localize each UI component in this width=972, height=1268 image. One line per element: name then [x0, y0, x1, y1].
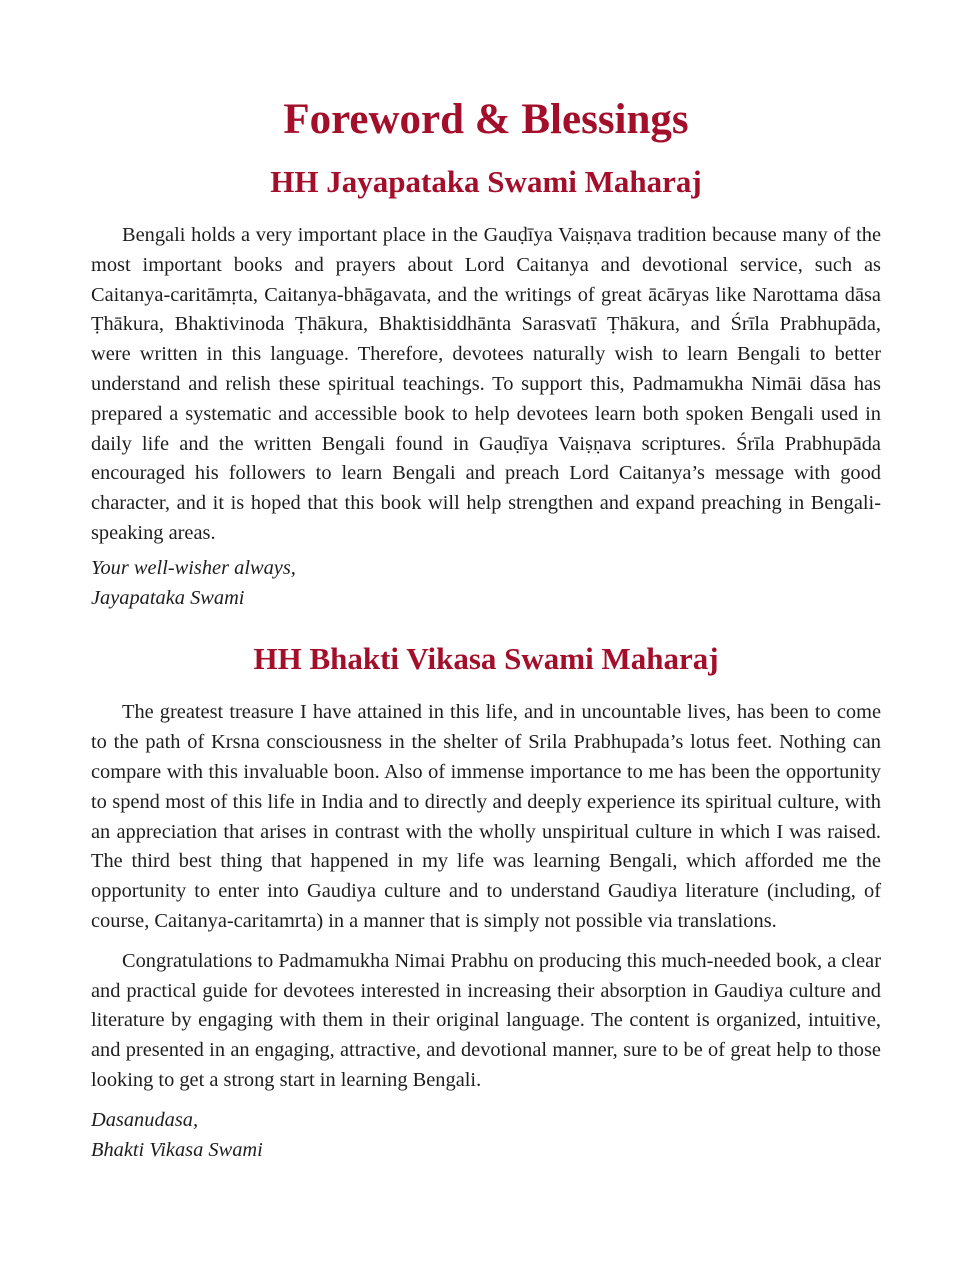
signoff-name: Jayapataka Swami — [91, 586, 245, 609]
section-heading-bhakti-vikasa: HH Bhakti Vikasa Swami Maharaj — [253, 641, 719, 677]
document-page — [91, 92, 881, 1165]
signoff-bhakti-vikasa — [91, 1106, 881, 1166]
signoff-jayapataka — [91, 554, 881, 614]
signoff-name: Bhakti Vikasa Swami — [91, 1138, 263, 1161]
page-title: Foreword & Blessings — [283, 96, 689, 143]
paragraph: Congratulations to Padmamukha Nimai Prabhu on producing this much-needed book, a clear and practical guide for devotees interested in increasing their absorption in Gaudiya culture and literature by engaging with them in their original language. The content is organized, intuitive, and presented in an engaging, attractive, and devotional manner, sure to be of great help to those looking to get a strong start in learning Bengali. — [91, 949, 881, 1091]
signoff-line: Dasanudasa, — [91, 1108, 199, 1131]
paragraph: The greatest treasure I have attained in this life, and in uncountable lives, has been to come to the path of Krsna consciousness in the shelter of Srila Prabhupada’s lotus feet. Nothing can compare with this invaluable boon. Also of immense importance to me has been the opportunity to spend most of this life in India and to directly and deeply experience its spiritual culture, with an appreciation that arises in contrast with the wholly unspiritual culture in which I was raised. The third best thing that happened in my life was learning Bengali, which afforded me the opportunity to enter into Gaudiya culture and to understand Gaudiya literature (including, of course, Caitanya-caritamrta) in a manner that is simply not possible via translations. — [91, 701, 881, 932]
section-heading-jayapataka: HH Jayapataka Swami Maharaj — [270, 164, 702, 199]
paragraph: Bengali holds a very important place in the Gauḍīya Vaiṣṇava tradition because many of the most important books and prayers about Lord Caitanya and devotional service, such as Caitanya-caritāmṛta, Caitanya-bhāgavata, and the writings of great ācāryas like Narottama dāsa Ṭhākura, Bhaktivinoda Ṭhākura, Bhaktisiddhānta Sarasvatī Ṭhākura, and Śrīla Prabhupāda, were written in this language. Therefore, devotees naturally wish to learn Bengali to better understand and relish these spiritual teachings. To support this, Padmamukha Nimāi dāsa has prepared a systematic and accessible book to help devotees learn both spoken Bengali used in daily life and the written Bengali found in Gauḍīya Vaiṣṇava scriptures. Śrīla Prabhupāda encouraged his followers to learn Bengali and preach Lord Caitanya’s message with good character, and it is hoped that this book will help strengthen and expand preaching in Bengali-speaking areas. — [91, 224, 881, 544]
signoff-line: Your well-wisher always, — [91, 556, 296, 579]
